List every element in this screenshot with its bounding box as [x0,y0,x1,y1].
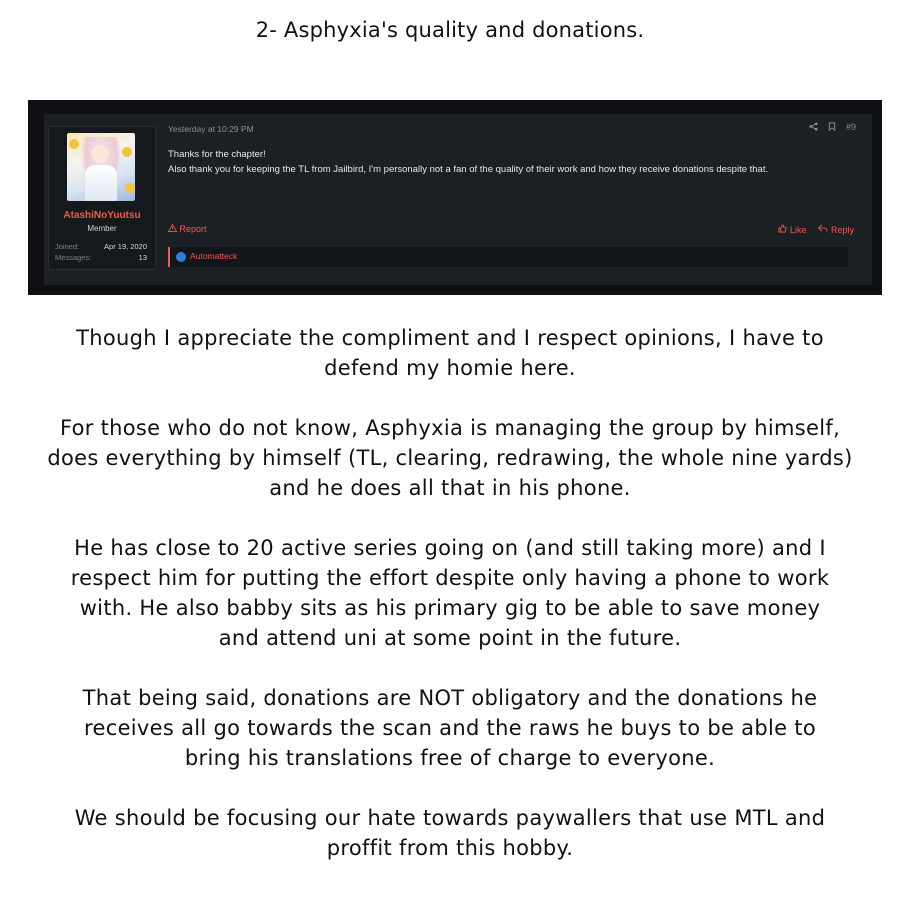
post-actions [778,224,854,235]
post-number-link[interactable]: #9 [845,122,856,132]
share-icon[interactable] [809,122,818,133]
commentary-text [0,323,900,893]
post-timestamp[interactable]: Yesterday at 10:29 PM [168,124,254,134]
joined-label: Joined: [55,242,80,251]
messages-value: 13 [138,253,147,262]
sunflower-icon [125,183,135,193]
report-button[interactable] [168,224,207,234]
paragraph: Though I appreciate the compliment and I respect opinions, I have to defend my homie here. [76,326,824,380]
messages-label: Messages: [55,253,92,262]
avatar[interactable] [67,133,135,201]
bookmark-icon[interactable] [828,122,836,133]
user-role: Member [87,224,117,233]
message-line: Also thank you for keeping the TL from Jailbird, I'm personally not a fan of the quality of their work and how they receive donations despite that. [168,164,769,175]
joined-value: Apr 19, 2020 [104,242,147,251]
paragraph: He has close to 20 active series going on (and still taking more) and I respect him for putting the effort despite only having a phone to work with. He also babby sits as his primary gig to be able to save money and attend uni at some point in the future. [70,536,830,650]
report-label: Report [179,224,207,234]
paragraph: We should be focusing our hate towards paywallers that use MTL and proffit from this hobby. [74,806,826,860]
thumbs-up-icon [778,225,790,235]
sunflower-icon [69,139,79,149]
paragraph: For those who do not know, Asphyxia is managing the group by himself, does everything by himself (TL, clearing, redrawing, the whole nine yards) and he does all that in his phone. [47,416,853,500]
forum-post [44,114,872,285]
avatar-face [91,145,109,163]
page-heading: 2- Asphyxia's quality and donations. [255,18,645,42]
reply-icon [818,225,831,235]
reply-button[interactable] [818,224,854,235]
post-top-actions [809,122,856,133]
reaction-like-icon [176,252,186,262]
reply-label: Reply [830,225,854,235]
paragraph: That being said, donations are NOT obligatory and the donations he receives all go towards the scan and the raws he buys to be able to bring his translations free of charge to everyone. [82,686,818,770]
warning-icon [168,224,180,234]
sunflower-icon [122,147,132,157]
message-line: Thanks for the chapter! [168,149,266,160]
reactions-bar[interactable] [168,247,848,267]
username-link[interactable]: AtashiNoYuutsu [63,210,141,221]
reaction-user-link[interactable]: Automatteck [190,251,238,261]
user-info-box [48,126,156,270]
post-message [168,147,828,177]
avatar-dress [85,165,117,201]
like-label: Like [789,225,807,235]
like-button[interactable] [778,224,806,235]
forum-post-screenshot [28,100,882,295]
